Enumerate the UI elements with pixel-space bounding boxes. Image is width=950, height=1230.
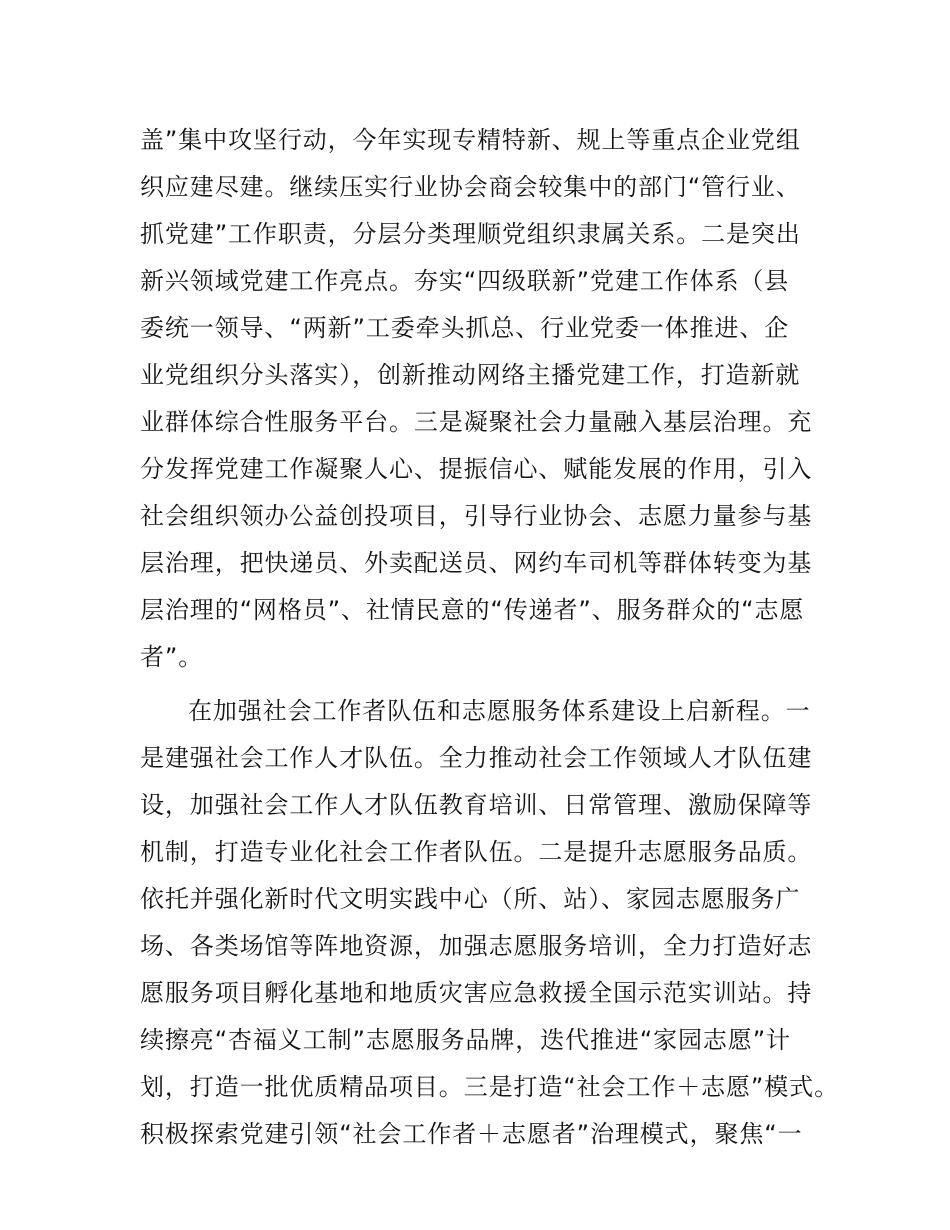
text-line: 依托并强化新时代文明实践中心（所、站）、家园志愿服务广 bbox=[140, 885, 801, 913]
text-line: 场、各类场馆等阵地资源，加强志愿服务培训，全力打造好志 bbox=[140, 932, 813, 960]
text-line: 在加强社会工作者队伍和志愿服务体系建设上启新程。一 bbox=[188, 697, 811, 725]
text-line: 委统一领导、“两新”工委牵头抓总、行业党委一体推进、企 bbox=[140, 314, 790, 342]
text-line: 续擦亮“杏福义工制”志愿服务品牌，迭代推进“家园志愿”计 bbox=[140, 1026, 791, 1054]
text-line: 层治理的“网格员”、社情民意的“传递者”、服务群众的“志愿 bbox=[140, 596, 805, 624]
text-line: 社会组织领办公益创投项目，引导行业协会、志愿力量参与基 bbox=[140, 502, 813, 530]
text-line: 盖”集中攻坚行动，今年实现专精特新、规上等重点企业党组 bbox=[140, 126, 801, 154]
text-line: 层治理，把快递员、外卖配送员、网约车司机等群体转变为基 bbox=[140, 549, 813, 577]
text-line: 者”。 bbox=[140, 643, 204, 671]
text-line: 划，打造一批优质精品项目。三是打造“社会工作＋志愿”模式。 bbox=[140, 1073, 839, 1101]
text-line: 设，加强社会工作人才队伍教育培训、日常管理、激励保障等 bbox=[140, 791, 813, 819]
text-line: 分发挥党建工作凝聚人心、提振信心、赋能发展的作用，引入 bbox=[140, 455, 813, 483]
text-line: 织应建尽建。继续压实行业协会商会较集中的部门“管行业、 bbox=[140, 173, 801, 201]
text-line: 抓党建”工作职责，分层分类理顺党组织隶属关系。二是突出 bbox=[140, 220, 801, 248]
text-line: 愿服务项目孵化基地和地质灾害应急救援全国示范实训站。持 bbox=[140, 979, 813, 1007]
text-line: 业党组织分头落实），创新推动网络主播党建工作，打造新就 bbox=[140, 361, 801, 389]
text-line: 业群体综合性服务平台。三是凝聚社会力量融入基层治理。充 bbox=[140, 408, 813, 436]
text-line: 积极探索党建引领“社会工作者＋志愿者”治理模式，聚焦“一 bbox=[140, 1120, 803, 1148]
text-line: 新兴领域党建工作亮点。夯实“四级联新”党建工作体系（县 bbox=[140, 267, 790, 295]
text-line: 是建强社会工作人才队伍。全力推动社会工作领域人才队伍建 bbox=[140, 744, 813, 772]
text-line: 机制，打造专业化社会工作者队伍。二是提升志愿服务品质。 bbox=[140, 838, 813, 866]
